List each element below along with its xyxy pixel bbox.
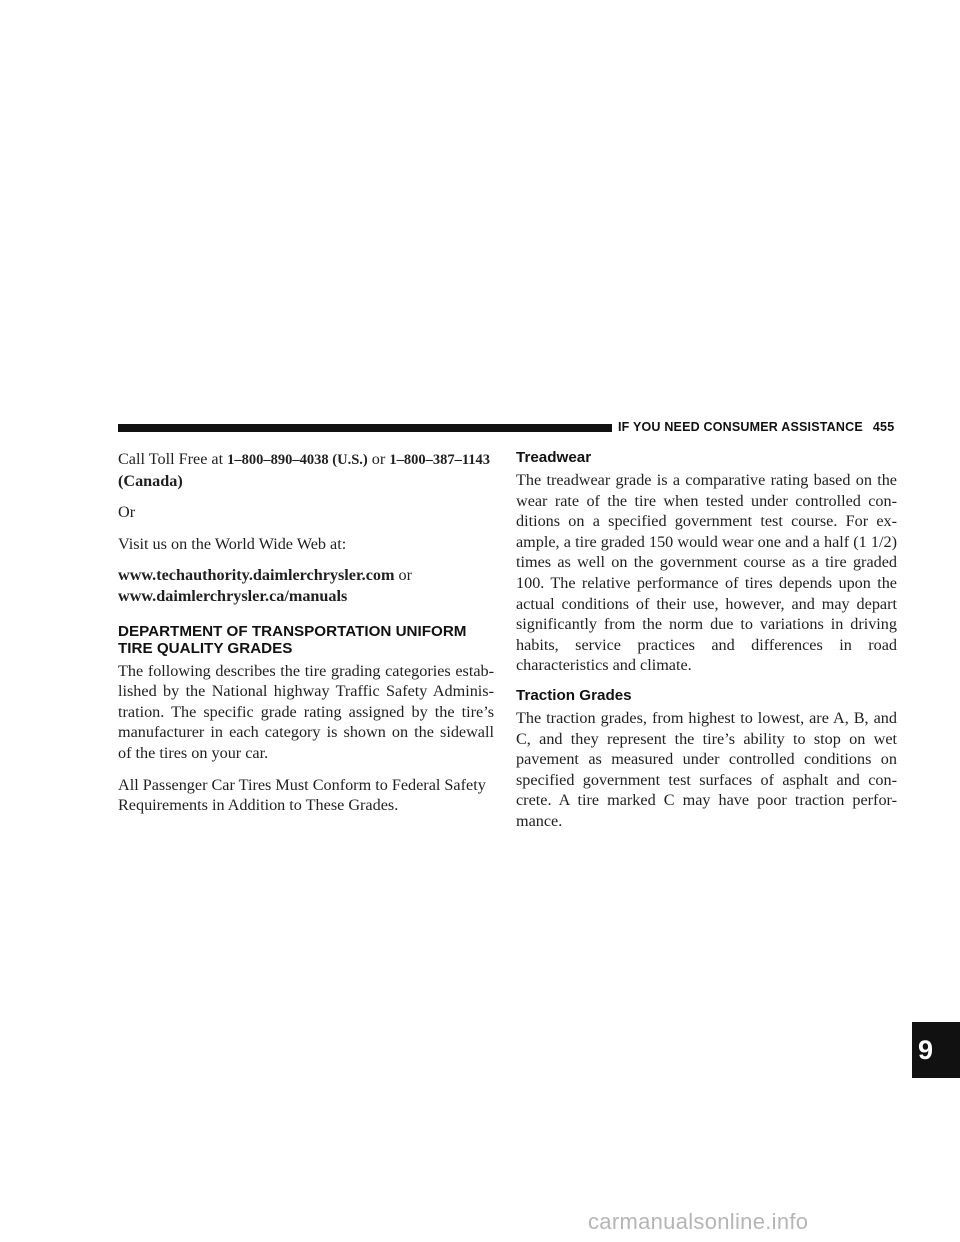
right-column [516,449,897,843]
section-heading [118,623,494,658]
url-paragraph [118,565,494,606]
visit-line: Visit us on the World Wide Web at: [118,534,347,553]
traction-heading: Traction Grades [516,686,632,704]
toll-free-paragraph [118,449,494,491]
running-header [618,420,894,434]
section-heading-line-1: DEPARTMENT OF TRANSPORTATION UNIFORM [118,622,467,640]
left-column [118,449,494,827]
treadwear-heading: Treadwear [516,449,592,466]
url-techauthority[interactable]: www.techauthority.daimlerchrysler.com [118,566,395,585]
treadwear-paragraph: The treadwear grade is a comparative rating based on the wear rate of the tire when tested under controlled con-ditions on a specified government test course. For ex-ample, a tire graded 150 would wear one and a half (1 1/2) times as well on the government course as a tire graded 100. The relative performance of tires depends upon the actual conditions of their use, however, and may depart significantly from the norm due to variations in driving habits, service practices and differences in road characteristics and climate. [516,471,897,675]
page-number: 455 [872,420,895,434]
call-prefix: Call Toll Free at [118,450,228,468]
or-line: Or [118,503,136,522]
watermark: carmanualsonline.info [588,1209,809,1234]
running-header-title: IF YOU NEED CONSUMER ASSISTANCE [618,420,863,434]
safety-requirements-paragraph: All Passenger Car Tires Must Conform to Federal Safety Requirements in Addition to These Grades. [118,775,486,815]
url-daimlerchrysler-canada[interactable]: www.daimlerchrysler.ca/manuals [118,586,348,605]
or-connector: or [367,450,390,468]
url-or-connector: or [394,566,413,585]
phone-canada: 1–800–387–1143 [389,452,491,468]
phone-us: 1–800–890–4038 (U.S.) [227,452,368,468]
section-heading-line-2: TIRE QUALITY GRADES [118,640,293,658]
header-rule [118,424,612,432]
grading-description-paragraph: The following describes the tire grading categories estab-lished by the National highway Traffic Safety Adminis-tration. The specific grade rating assigned by the tire’s manufacturer in each category is shown on the sidewall of the tires on your car. [118,661,494,762]
traction-paragraph: The traction grades, from highest to lowest, are A, B, and C, and they represent the tire’s ability to stop on wet pavement as measured under controlled conditions on specified government test surfaces of asphalt and con-crete. A tire marked C may have poor traction perfor-mance. [516,708,897,830]
chapter-tab: 9 [912,1022,960,1078]
canada-label: (Canada) [118,471,183,490]
